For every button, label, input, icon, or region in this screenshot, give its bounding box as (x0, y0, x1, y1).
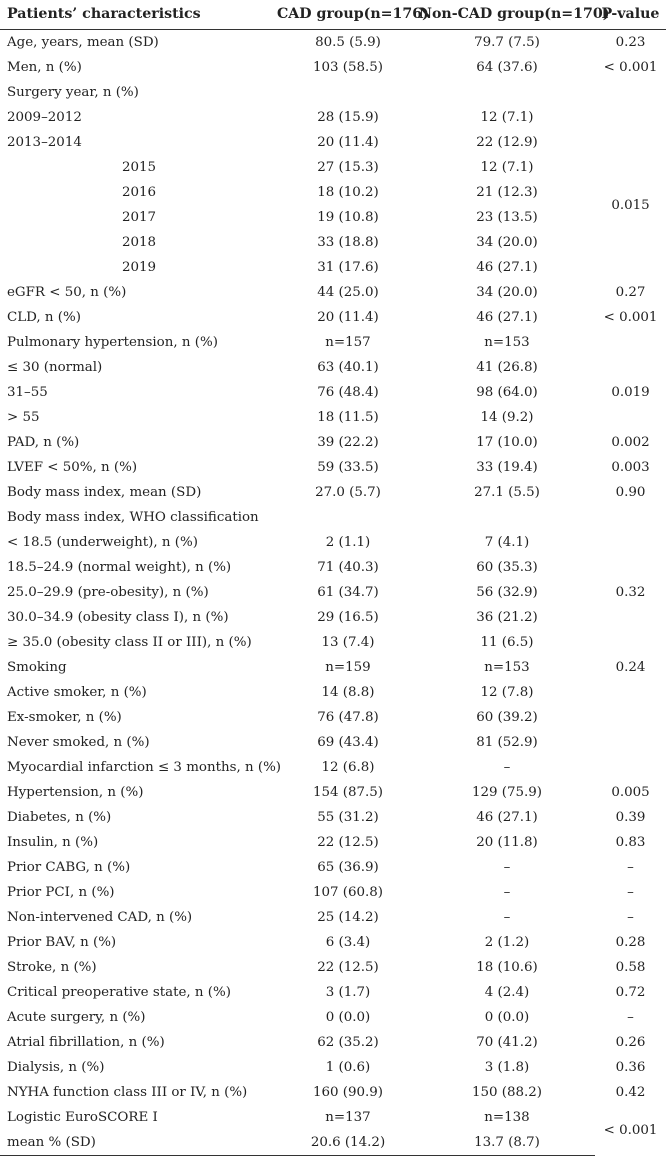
row-label: Smoking (7, 660, 67, 675)
noncad-value: 21 (12.3) (476, 185, 538, 200)
cad-value: 12 (6.8) (321, 760, 375, 775)
p-value-smoking: 0.24 (615, 660, 646, 675)
noncad-value: 46 (27.1) (476, 310, 538, 325)
table-header-row (0, 0, 666, 30)
table-row (0, 405, 666, 430)
noncad-value: 4 (2.4) (484, 985, 530, 1000)
cad-value (277, 505, 419, 530)
row-label: Non-intervened CAD, n (%) (7, 910, 193, 925)
row-label: Body mass index, WHO classification (7, 510, 259, 525)
cad-value: 20 (11.4) (317, 310, 379, 325)
table-row (0, 830, 666, 855)
row-label: Myocardial infarction ≤ 3 months, n (%) (7, 760, 282, 775)
row-label: 30.0–34.9 (obesity class I), n (%) (7, 610, 229, 625)
noncad-value: 60 (39.2) (476, 710, 538, 725)
noncad-value: – (503, 910, 511, 925)
p-value: 0.36 (615, 1060, 646, 1075)
noncad-value: 34 (20.0) (476, 285, 538, 300)
table-row (0, 1055, 666, 1080)
noncad-value: 12 (7.8) (480, 685, 534, 700)
cad-value (277, 80, 419, 105)
noncad-value: 46 (27.1) (476, 260, 538, 275)
cad-value: 80.5 (5.9) (315, 35, 381, 50)
p-value: 0.26 (615, 1035, 646, 1050)
row-label: Hypertension, n (%) (7, 785, 144, 800)
noncad-value: 81 (52.9) (476, 735, 538, 750)
noncad-value: 22 (12.9) (476, 135, 538, 150)
row-label: 2019 (122, 260, 157, 275)
cad-value: 69 (43.4) (317, 735, 379, 750)
table-row (0, 805, 666, 830)
table-row (0, 930, 666, 955)
p-value: 0.27 (615, 285, 646, 300)
table-row (0, 955, 666, 980)
row-label: ≤ 30 (normal) (7, 360, 103, 375)
table-row (0, 1030, 666, 1055)
row-label: Logistic EuroSCORE I (7, 1110, 158, 1125)
row-label: Surgery year, n (%) (7, 85, 139, 100)
table-row (0, 880, 666, 905)
table-row (0, 280, 666, 305)
row-label: Critical preoperative state, n (%) (7, 985, 231, 1000)
row-label: Never smoked, n (%) (7, 735, 150, 750)
row-label: Atrial fibrillation, n (%) (7, 1035, 165, 1050)
table-row (0, 655, 666, 680)
noncad-value: 41 (26.8) (476, 360, 538, 375)
p-value-euroscore: < 0.001 (603, 1122, 658, 1138)
noncad-value: 36 (21.2) (476, 610, 538, 625)
table-row (0, 455, 666, 480)
p-value: 0.003 (611, 460, 650, 475)
header-noncad-group: Non-CAD group(n=170) (419, 0, 595, 30)
table-row (0, 205, 666, 230)
noncad-value: 14 (9.2) (480, 410, 534, 425)
table-row (0, 130, 666, 155)
header-p-value: P-value (595, 0, 666, 30)
noncad-value: 23 (13.5) (476, 210, 538, 225)
row-label: Prior CABG, n (%) (7, 860, 131, 875)
cad-value: 44 (25.0) (317, 285, 379, 300)
row-label: 31–55 (7, 385, 48, 400)
cad-value: 61 (34.7) (317, 585, 379, 600)
table-row (0, 1130, 666, 1156)
row-label: eGFR < 50, n (%) (7, 285, 127, 300)
noncad-value: 64 (37.6) (476, 60, 538, 75)
table-row (0, 1005, 666, 1030)
cad-value: 63 (40.1) (317, 360, 379, 375)
p-value: 0.72 (615, 985, 646, 1000)
noncad-value: – (503, 885, 511, 900)
p-value-empty (595, 730, 666, 755)
cad-value: 20.6 (14.2) (277, 1130, 419, 1156)
p-value-empty (595, 705, 666, 730)
noncad-value: 27.1 (5.5) (474, 485, 540, 500)
p-value-surgery-year: 0.015 (611, 197, 650, 213)
table-row (0, 305, 666, 330)
p-value: < 0.001 (603, 310, 658, 325)
p-value: – (627, 860, 634, 875)
cad-value: 0 (0.0) (325, 1010, 371, 1025)
table-row (0, 755, 666, 780)
cad-value: 107 (60.8) (312, 885, 384, 900)
cad-value: 27.0 (5.7) (315, 485, 381, 500)
table-row (0, 30, 666, 56)
noncad-value: 46 (27.1) (476, 810, 538, 825)
cad-value: 154 (87.5) (312, 785, 384, 800)
p-value: 0.002 (611, 435, 650, 450)
cad-value: 62 (35.2) (317, 1035, 379, 1050)
table-row (0, 530, 666, 555)
table-row (0, 330, 666, 355)
table-row (0, 705, 666, 730)
cad-value: 27 (15.3) (317, 160, 379, 175)
p-value: – (627, 1010, 634, 1025)
noncad-value: 150 (88.2) (471, 1085, 543, 1100)
p-value-bmi-who: 0.32 (615, 585, 646, 600)
table-row (0, 605, 666, 630)
noncad-value: 12 (7.1) (480, 110, 534, 125)
p-value: 0.39 (615, 810, 646, 825)
cad-value: 18 (11.5) (317, 410, 379, 425)
table-row (0, 855, 666, 880)
p-value: 0.005 (611, 785, 650, 800)
p-value: 0.90 (615, 485, 646, 500)
cad-value: 6 (3.4) (325, 935, 371, 950)
row-label: > 55 (7, 410, 40, 425)
row-label: < 18.5 (underweight), n (%) (7, 535, 198, 550)
row-label: Acute surgery, n (%) (7, 1010, 146, 1025)
table-row (0, 1080, 666, 1105)
noncad-value: n=153 (484, 660, 530, 675)
p-value: 0.58 (615, 960, 646, 975)
cad-value: n=157 (325, 335, 371, 350)
noncad-value: 13.7 (8.7) (419, 1130, 595, 1156)
p-value-pulmonary-hypertension: 0.019 (611, 385, 650, 400)
row-label: mean % (SD) (0, 1130, 277, 1156)
p-value: 0.23 (615, 35, 646, 50)
noncad-value: 56 (32.9) (476, 585, 538, 600)
p-value: 0.28 (615, 935, 646, 950)
cad-value: 29 (16.5) (317, 610, 379, 625)
row-label: NYHA function class III or IV, n (%) (7, 1085, 248, 1100)
table-row (0, 355, 666, 380)
noncad-value: 12 (7.1) (480, 160, 534, 175)
p-value-empty (595, 80, 666, 105)
table-row (0, 430, 666, 455)
p-value (595, 755, 666, 780)
noncad-value: 17 (10.0) (476, 435, 538, 450)
row-label: Insulin, n (%) (7, 835, 99, 850)
cad-value: 76 (48.4) (317, 385, 379, 400)
row-label: Age, years, mean (SD) (7, 35, 159, 50)
noncad-value (419, 505, 595, 530)
table-row (0, 180, 666, 205)
cad-value: 1 (0.6) (325, 1060, 371, 1075)
cad-value: 22 (12.5) (317, 835, 379, 850)
cad-value: 59 (33.5) (317, 460, 379, 475)
table-row (0, 380, 666, 405)
noncad-value: 79.7 (7.5) (474, 35, 540, 50)
row-label: 2009–2012 (7, 110, 82, 125)
noncad-value: – (503, 860, 511, 875)
cad-value: n=137 (325, 1110, 371, 1125)
p-value: – (627, 910, 634, 925)
table-row (0, 55, 666, 80)
row-label: Stroke, n (%) (7, 960, 97, 975)
table-row (0, 155, 666, 180)
row-label: Body mass index, mean (SD) (7, 485, 202, 500)
row-label: Men, n (%) (7, 60, 82, 75)
row-label: LVEF < 50%, n (%) (7, 460, 138, 475)
row-label: CLD, n (%) (7, 310, 81, 325)
cad-value: 55 (31.2) (317, 810, 379, 825)
noncad-value: n=153 (484, 335, 530, 350)
row-label: ≥ 35.0 (obesity class II or III), n (%) (7, 635, 252, 650)
table-row (0, 80, 666, 105)
noncad-value: 7 (4.1) (484, 535, 530, 550)
noncad-value: – (503, 760, 511, 775)
row-label: Ex-smoker, n (%) (7, 710, 122, 725)
row-label: 2013–2014 (7, 135, 82, 150)
cad-value: 65 (36.9) (317, 860, 379, 875)
noncad-value: 34 (20.0) (476, 235, 538, 250)
cad-value: 33 (18.8) (317, 235, 379, 250)
p-value: 0.42 (615, 1085, 646, 1100)
noncad-value (419, 80, 595, 105)
row-label: 25.0–29.9 (pre-obesity), n (%) (7, 585, 209, 600)
row-label: 18.5–24.9 (normal weight), n (%) (7, 560, 232, 575)
table-row (0, 730, 666, 755)
cad-value: 2 (1.1) (325, 535, 371, 550)
noncad-value: 3 (1.8) (484, 1060, 530, 1075)
noncad-value: n=138 (484, 1110, 530, 1125)
noncad-value: 129 (75.9) (471, 785, 543, 800)
noncad-value: 2 (1.2) (484, 935, 530, 950)
row-label: 2017 (122, 210, 157, 225)
noncad-value: 33 (19.4) (476, 460, 538, 475)
header-cad-group: CAD group(n=176) (277, 0, 419, 30)
row-label: Dialysis, n (%) (7, 1060, 105, 1075)
cad-value: 25 (14.2) (317, 910, 379, 925)
table-row (0, 230, 666, 255)
p-value-empty (595, 330, 666, 355)
cad-value: 18 (10.2) (317, 185, 379, 200)
cad-value: 39 (22.2) (317, 435, 379, 450)
cad-value: 3 (1.7) (325, 985, 371, 1000)
cad-value: 14 (8.8) (321, 685, 375, 700)
row-label: 2016 (122, 185, 157, 200)
p-value-empty (595, 105, 666, 130)
p-value-empty (595, 680, 666, 705)
table-row (0, 555, 666, 580)
row-label: 2018 (122, 235, 157, 250)
header-characteristics: Patients’ characteristics (0, 0, 277, 30)
noncad-value: 18 (10.6) (476, 960, 538, 975)
p-value-empty (595, 505, 666, 530)
p-value: < 0.001 (603, 60, 658, 75)
cad-value: 28 (15.9) (317, 110, 379, 125)
table-row (0, 105, 666, 130)
cad-value: 20 (11.4) (317, 135, 379, 150)
table-row (0, 480, 666, 505)
row-label: 2015 (122, 160, 157, 175)
cad-value: 76 (47.8) (317, 710, 379, 725)
cad-value: 71 (40.3) (317, 560, 379, 575)
table-row (0, 780, 666, 805)
table-row (0, 255, 666, 280)
noncad-value: 0 (0.0) (484, 1010, 530, 1025)
table-row (0, 905, 666, 930)
table-row (0, 580, 666, 605)
p-value: 0.83 (615, 835, 646, 850)
cad-value: 19 (10.8) (317, 210, 379, 225)
row-label: PAD, n (%) (7, 435, 80, 450)
table-row (0, 980, 666, 1005)
p-value: – (627, 885, 634, 900)
cad-value: 103 (58.5) (312, 60, 384, 75)
cad-value: 13 (7.4) (321, 635, 375, 650)
row-label: Diabetes, n (%) (7, 810, 112, 825)
table-row (0, 630, 666, 655)
noncad-value: 98 (64.0) (476, 385, 538, 400)
row-label: Prior PCI, n (%) (7, 885, 115, 900)
noncad-value: 11 (6.5) (480, 635, 534, 650)
table-row (0, 505, 666, 530)
cad-value: 22 (12.5) (317, 960, 379, 975)
table-row (0, 680, 666, 705)
cad-value: 160 (90.9) (312, 1085, 384, 1100)
row-label: Prior BAV, n (%) (7, 935, 117, 950)
noncad-value: 20 (11.8) (476, 835, 538, 850)
cad-value: 31 (17.6) (317, 260, 379, 275)
row-label: Active smoker, n (%) (7, 685, 147, 700)
row-label: Pulmonary hypertension, n (%) (7, 335, 218, 350)
cad-value: n=159 (325, 660, 371, 675)
table-row (0, 1105, 666, 1130)
noncad-value: 60 (35.3) (476, 560, 538, 575)
noncad-value: 70 (41.2) (476, 1035, 538, 1050)
